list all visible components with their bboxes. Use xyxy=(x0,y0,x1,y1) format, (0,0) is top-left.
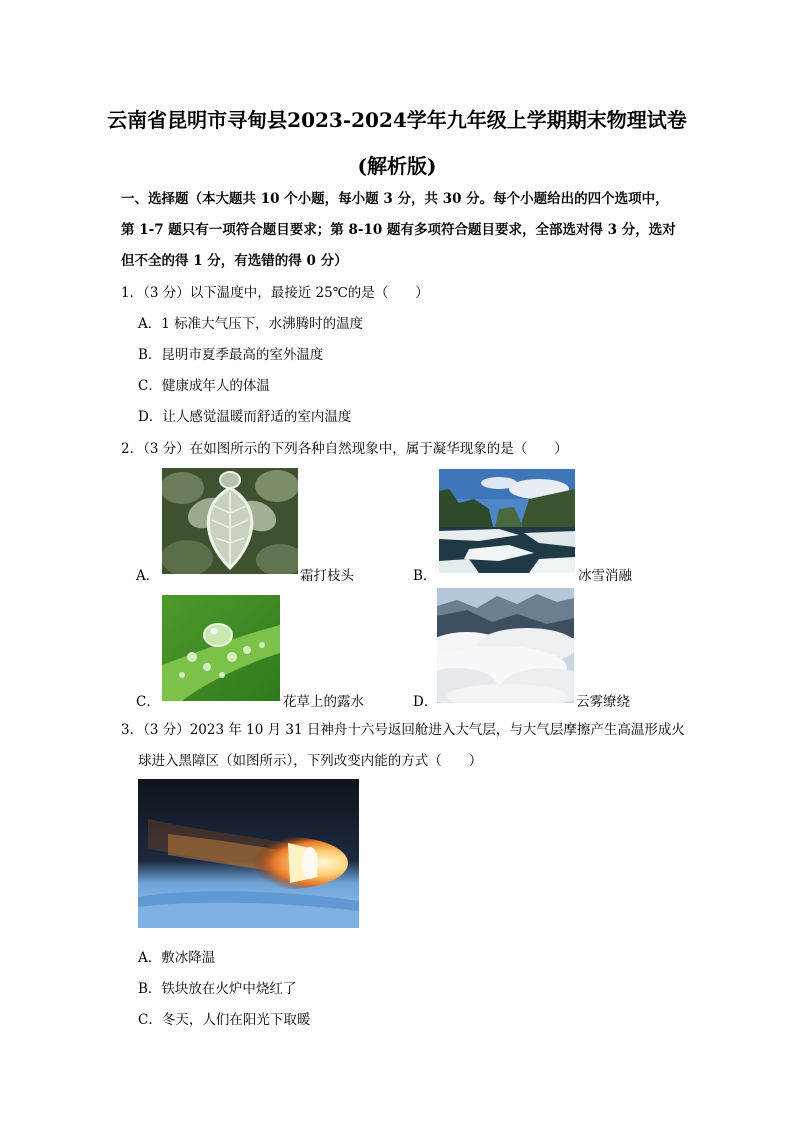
question-2-option-c-label: C． xyxy=(136,694,160,710)
frost-leaves-image xyxy=(162,468,298,574)
question-2-option-a-label: A． xyxy=(136,568,160,584)
question-2-option-d-caption: 云雾缭绕 xyxy=(576,694,630,710)
melting-ice-image xyxy=(439,469,575,573)
question-2-option-d-label: D． xyxy=(413,694,438,710)
question-3-stem-line1: 3．（3 分）2023 年 10 月 31 日神舟十六号返回舱进入大气层，与大气层摩擦产生高温形成火 xyxy=(121,722,685,738)
cloud-mist-image xyxy=(437,588,574,703)
question-3-option-b: B．铁块放在火炉中烧红了 xyxy=(138,981,297,997)
question-1-option-d: D．让人感觉温暖而舒适的室内温度 xyxy=(138,409,352,425)
section-instructions-line1: 一、选择题（本大题共 10 个小题，每小题 3 分，共 30 分。每个小题给出的四个选项中， xyxy=(121,191,669,207)
question-2-option-a-caption: 霜打枝头 xyxy=(300,568,354,584)
question-2-option-b-label: B． xyxy=(413,568,437,584)
question-1-option-a: A．1 标准大气压下，水沸腾时的温度 xyxy=(138,316,364,332)
section-instructions-line2: 第 1-7 题只有一项符合题目要求；第 8-10 题有多项符合题目要求，全部选对得 3 分，选对 xyxy=(121,222,676,238)
question-2-stem: 2．（3 分）在如图所示的下列各种自然现象中，属于凝华现象的是（ ） xyxy=(121,441,568,457)
question-1-stem: 1．（3 分）以下温度中，最接近 25℃的是（ ） xyxy=(121,285,429,301)
section-instructions-line3: 但不全的得 1 分，有选错的得 0 分） xyxy=(121,253,348,269)
reentry-capsule-image xyxy=(138,779,359,928)
dew-drops-image xyxy=(162,595,280,701)
page-subtitle: (解析版) xyxy=(357,154,437,178)
question-1-option-c: C．健康成年人的体温 xyxy=(138,378,270,394)
question-3-option-a: A．敷冰降温 xyxy=(138,950,216,966)
question-3-stem-line2: 球进入黑障区（如图所示），下列改变内能的方式（ ） xyxy=(138,753,483,769)
question-1-option-b: B．昆明市夏季最高的室外温度 xyxy=(138,347,324,363)
question-3-option-c: C．冬天，人们在阳光下取暖 xyxy=(138,1012,311,1028)
question-2-option-c-caption: 花草上的露水 xyxy=(283,694,364,710)
question-2-option-b-caption: 冰雪消融 xyxy=(578,568,632,584)
page-title: 云南省昆明市寻甸县2023-2024学年九年级上学期期末物理试卷 xyxy=(107,108,687,132)
